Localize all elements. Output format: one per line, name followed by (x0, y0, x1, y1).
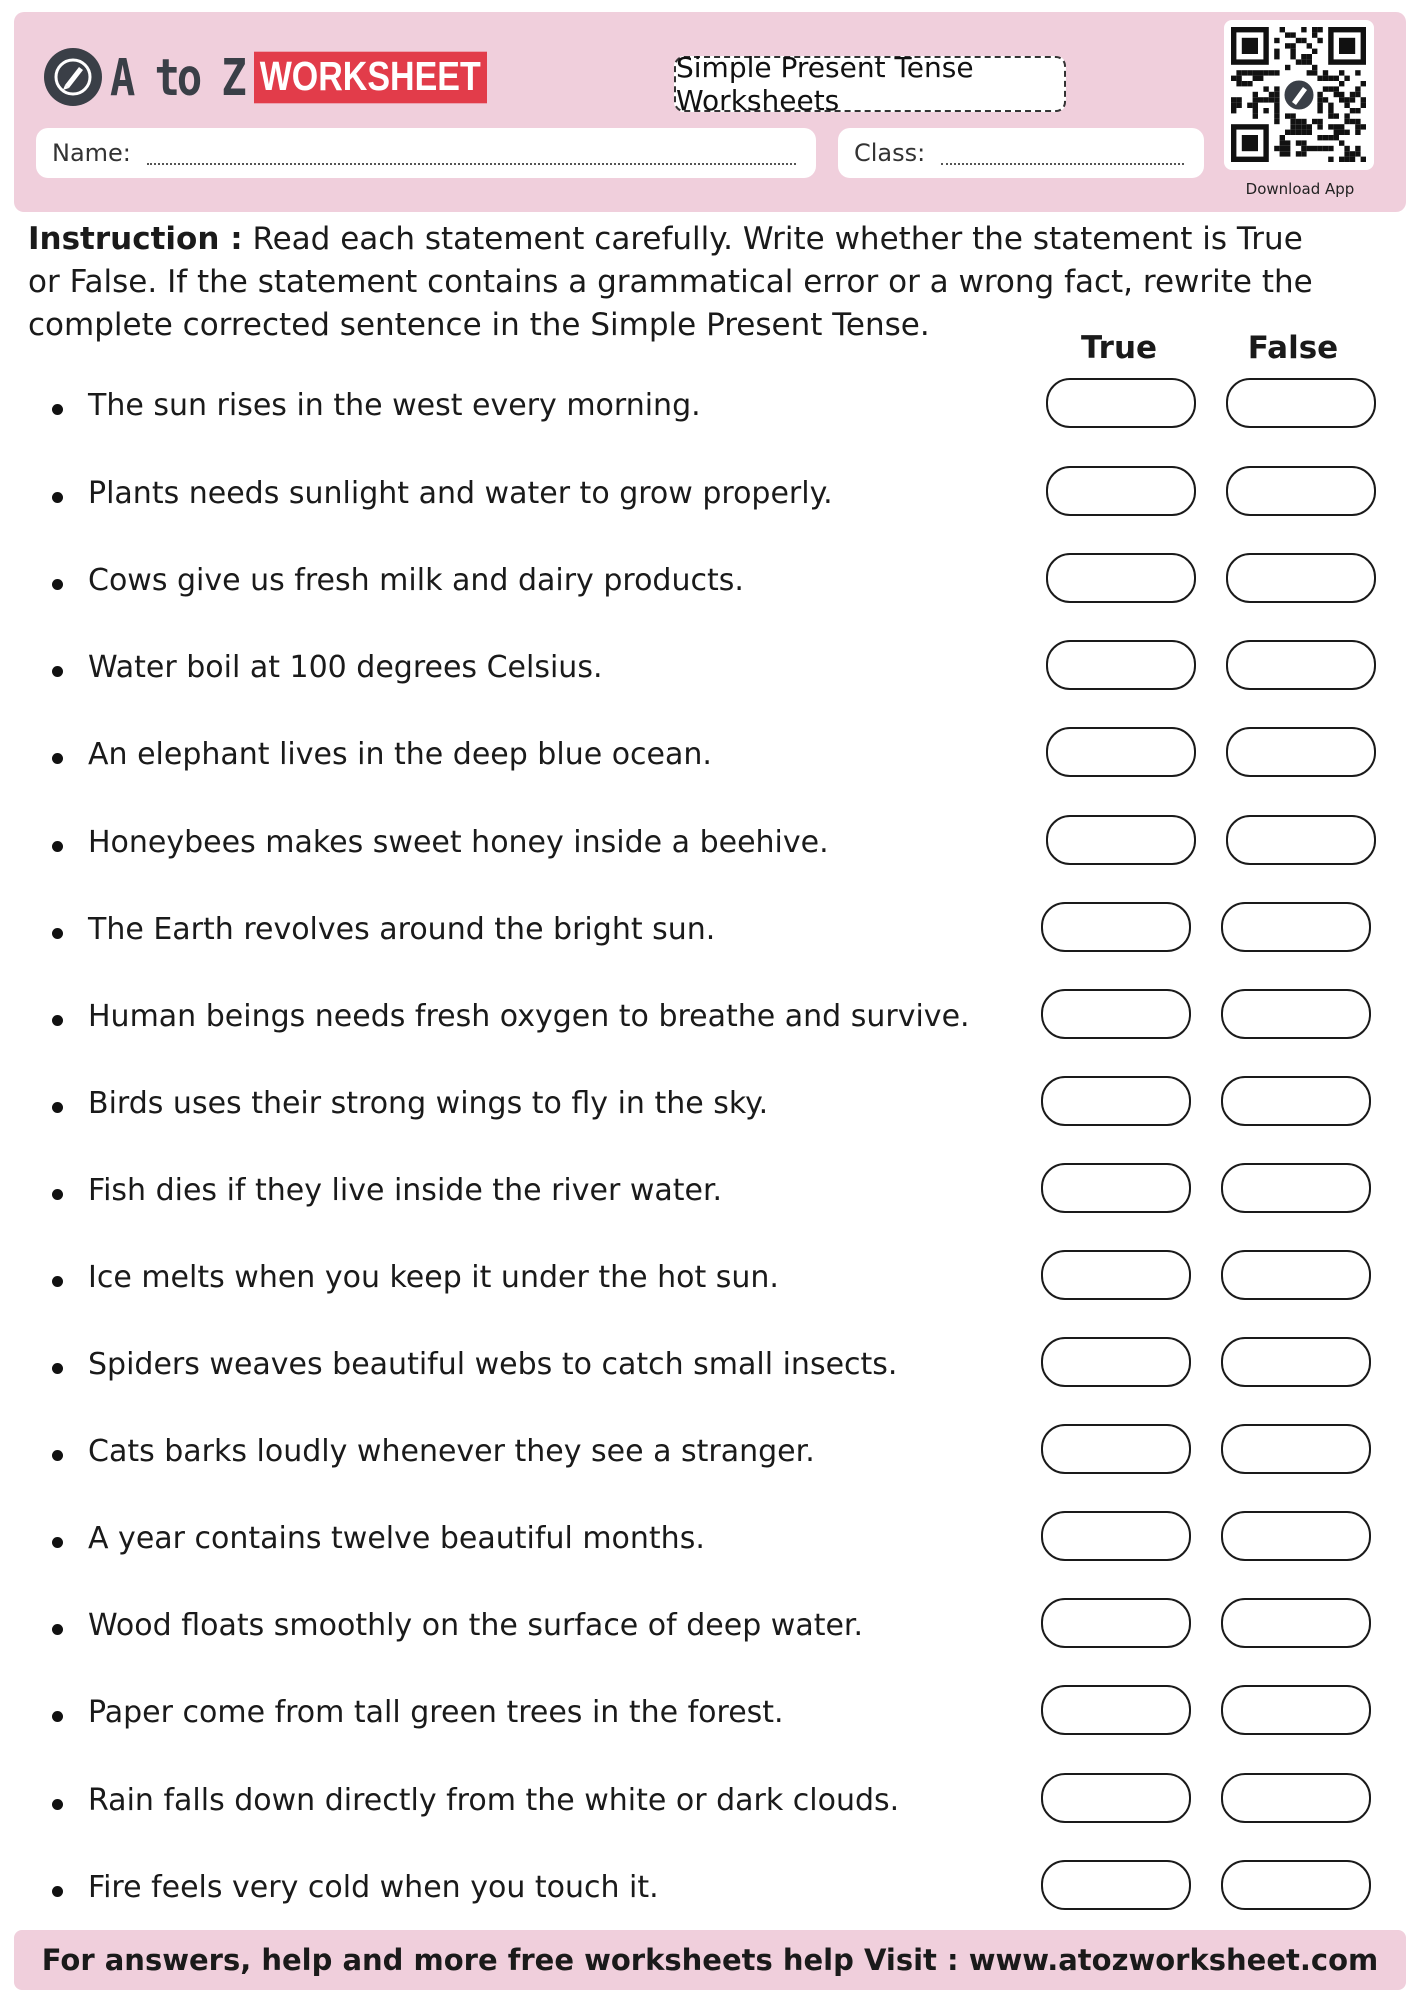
instruction-label: Instruction : (28, 221, 243, 257)
true-answer-box[interactable] (1046, 815, 1196, 865)
false-answer-box[interactable] (1221, 1511, 1371, 1561)
bullet-icon (52, 1015, 63, 1026)
bullet-icon (52, 1276, 63, 1287)
false-answer-box[interactable] (1221, 1598, 1371, 1648)
true-answer-box[interactable] (1041, 1250, 1191, 1300)
bullet-icon (52, 1189, 63, 1200)
question-row (0, 1337, 1414, 1397)
question-row (0, 1860, 1414, 1920)
question-text: An elephant lives in the deep blue ocean. (88, 737, 712, 772)
instruction-text (28, 218, 1318, 347)
question-text: Honeybees makes sweet honey inside a beehive. (88, 825, 829, 860)
question-row (0, 815, 1414, 875)
false-answer-box[interactable] (1221, 1250, 1371, 1300)
pencil-logo-icon (44, 48, 102, 106)
false-answer-box[interactable] (1221, 1773, 1371, 1823)
false-answer-box[interactable] (1226, 378, 1376, 428)
true-answer-box[interactable] (1041, 902, 1191, 952)
bullet-icon (52, 666, 63, 677)
question-text: Fish dies if they live inside the river water. (88, 1173, 723, 1208)
question-row (0, 466, 1414, 526)
bullet-icon (52, 404, 63, 415)
true-answer-box[interactable] (1041, 1773, 1191, 1823)
false-answer-box[interactable] (1221, 1424, 1371, 1474)
class-field[interactable] (838, 128, 1204, 178)
bullet-icon (52, 1886, 63, 1897)
question-row (0, 553, 1414, 613)
bullet-icon (52, 1450, 63, 1461)
bullet-icon (52, 753, 63, 764)
question-text: The sun rises in the west every morning. (88, 388, 701, 423)
false-column-header: False (1247, 330, 1339, 366)
question-row (0, 1511, 1414, 1571)
question-text: Paper come from tall green trees in the forest. (88, 1695, 784, 1730)
question-row (0, 1773, 1414, 1833)
qr-code-icon[interactable] (1224, 20, 1374, 170)
true-answer-box[interactable] (1041, 1076, 1191, 1126)
true-answer-box[interactable] (1041, 1598, 1191, 1648)
true-answer-box[interactable] (1046, 640, 1196, 690)
bullet-icon (52, 1102, 63, 1113)
question-text: Water boil at 100 degrees Celsius. (88, 650, 603, 685)
instruction-body: Read each statement carefully. Write whether the statement is True or False. If the statement contains a grammatical error or a wrong fact, rewrite the complete corrected sentence in the Simple Present Tense. (28, 221, 1313, 343)
question-text: A year contains twelve beautiful months. (88, 1521, 705, 1556)
false-answer-box[interactable] (1221, 902, 1371, 952)
question-text: The Earth revolves around the bright sun. (88, 912, 716, 947)
name-line[interactable] (147, 141, 796, 165)
false-answer-box[interactable] (1221, 1685, 1371, 1735)
question-text: Cats barks loudly whenever they see a stranger. (88, 1434, 815, 1469)
false-answer-box[interactable] (1221, 1163, 1371, 1213)
class-line[interactable] (941, 141, 1184, 165)
question-text: Fire feels very cold when you touch it. (88, 1870, 659, 1905)
true-answer-box[interactable] (1041, 1860, 1191, 1910)
false-answer-box[interactable] (1226, 553, 1376, 603)
false-answer-box[interactable] (1221, 1337, 1371, 1387)
false-answer-box[interactable] (1226, 640, 1376, 690)
question-row (0, 1076, 1414, 1136)
question-text: Plants needs sunlight and water to grow properly. (88, 476, 833, 511)
bullet-icon (52, 1799, 63, 1810)
true-answer-box[interactable] (1046, 466, 1196, 516)
true-answer-box[interactable] (1041, 1511, 1191, 1561)
name-label: Name: (52, 139, 131, 167)
true-answer-box[interactable] (1046, 727, 1196, 777)
question-row (0, 902, 1414, 962)
bullet-icon (52, 1624, 63, 1635)
question-row (0, 727, 1414, 787)
bullet-icon (52, 841, 63, 852)
bullet-icon (52, 1711, 63, 1722)
bullet-icon (52, 1537, 63, 1548)
question-row (0, 378, 1414, 438)
question-row (0, 640, 1414, 700)
question-text: Wood floats smoothly on the surface of deep water. (88, 1608, 864, 1643)
question-text: Spiders weaves beautiful webs to catch small insects. (88, 1347, 898, 1382)
class-label: Class: (854, 139, 926, 167)
question-text: Ice melts when you keep it under the hot sun. (88, 1260, 779, 1295)
name-field[interactable] (36, 128, 816, 178)
false-answer-box[interactable] (1221, 1076, 1371, 1126)
false-answer-box[interactable] (1226, 727, 1376, 777)
true-answer-box[interactable] (1046, 378, 1196, 428)
logo-text: A to Z (110, 47, 244, 107)
false-answer-box[interactable] (1221, 1860, 1371, 1910)
question-row (0, 1685, 1414, 1745)
false-answer-box[interactable] (1226, 466, 1376, 516)
worksheet-title: Simple Present Tense Worksheets (674, 56, 1066, 112)
true-answer-box[interactable] (1041, 1424, 1191, 1474)
question-text: Birds uses their strong wings to fly in the sky. (88, 1086, 769, 1121)
site-logo[interactable] (44, 42, 487, 112)
question-row (0, 989, 1414, 1049)
footer-banner[interactable]: For answers, help and more free worksheets help Visit : www.atozworksheet.com (14, 1930, 1406, 1990)
question-text: Cows give us fresh milk and dairy products. (88, 563, 744, 598)
worksheet-header (14, 12, 1406, 212)
true-answer-box[interactable] (1041, 1685, 1191, 1735)
false-answer-box[interactable] (1226, 815, 1376, 865)
question-text: Rain falls down directly from the white or dark clouds. (88, 1783, 900, 1818)
question-row (0, 1163, 1414, 1223)
true-answer-box[interactable] (1041, 989, 1191, 1039)
logo-badge: WORKSHEET (254, 51, 487, 103)
true-answer-box[interactable] (1046, 553, 1196, 603)
true-column-header: True (1080, 330, 1158, 366)
true-answer-box[interactable] (1041, 1337, 1191, 1387)
bullet-icon (52, 492, 63, 503)
qr-caption: Download App (1245, 180, 1355, 198)
true-answer-box[interactable] (1041, 1163, 1191, 1213)
bullet-icon (52, 928, 63, 939)
bullet-icon (52, 1363, 63, 1374)
question-text: Human beings needs fresh oxygen to breathe and survive. (88, 999, 970, 1034)
question-row (0, 1598, 1414, 1658)
bullet-icon (52, 579, 63, 590)
question-row (0, 1424, 1414, 1484)
false-answer-box[interactable] (1221, 989, 1371, 1039)
question-row (0, 1250, 1414, 1310)
